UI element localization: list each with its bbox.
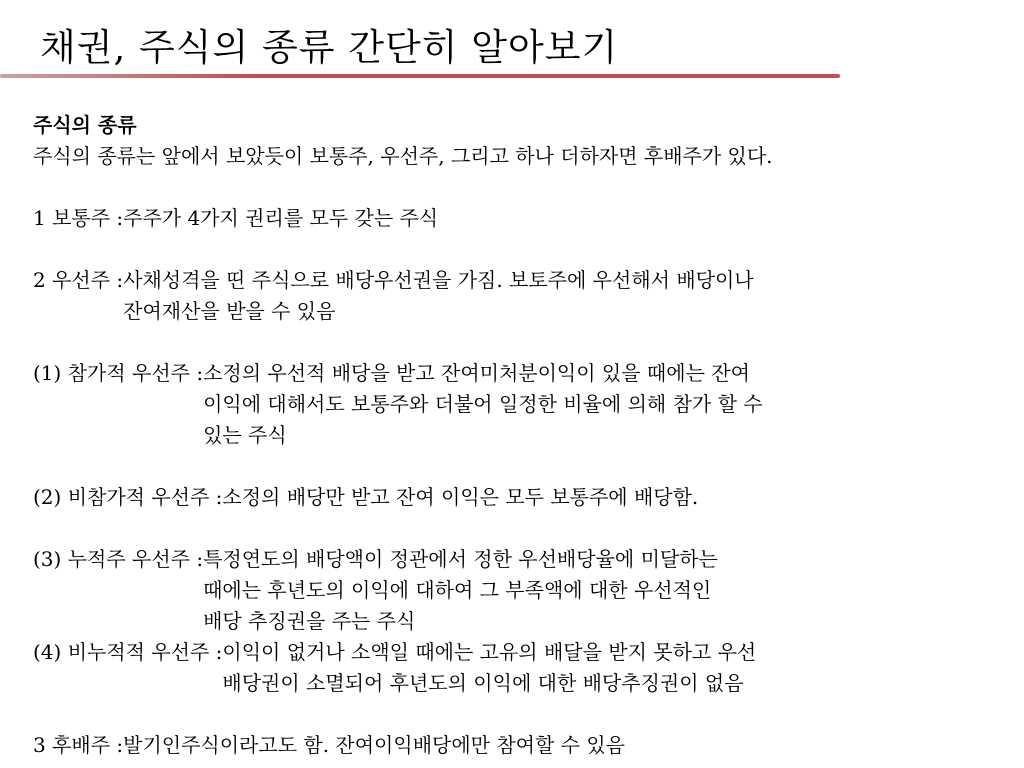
subitem-cumulative [33,544,1018,637]
spacer [33,451,1018,482]
item-deferred-stock [33,730,1018,761]
section-heading: 주식의 종류 [33,113,137,137]
intro-text: 주식의 종류는 앞에서 보았듯이 보통주, 우선주, 그리고 하나 더하자면 후배주가 있다. [33,144,773,168]
subitem-text-line: 소정의 우선적 배당을 받고 잔여미처분이익이 있을 때에는 잔여 [203,361,750,385]
spacer [33,699,1018,730]
spacer [33,234,1018,265]
item-preferred-stock [33,265,1018,327]
subitem-text-line: 배당 추징권을 주는 주식 [203,609,416,633]
subitem-text-line: 배당권이 소멸되어 후년도의 이익에 대한 배당추징권이 없음 [222,671,744,695]
subitem-non-participating [33,482,1018,513]
subitem-non-cumulative [33,637,1018,699]
spacer [33,513,1018,544]
item-text-line: 사채성격을 띤 주식으로 배당우선권을 가짐. 보토주에 우선해서 배당이나 [123,268,754,292]
item-text-line: 주주가 4가지 권리를 모두 갖는 주식 [123,206,439,230]
subitem-label: (2) 비참가적 우선주 : [33,485,223,509]
spacer [33,327,1018,358]
subitem-label: (1) 참가적 우선주 : [33,361,204,385]
item-label: 2 우선주 : [33,268,124,292]
item-text-line: 잔여재산을 받을 수 있음 [123,299,336,323]
subitem-text-line: 이익이 없거나 소액일 때에는 고유의 배달을 받지 못하고 우선 [222,640,757,664]
subitem-label: (3) 누적주 우선주 : [33,547,204,571]
slide-title: 채권, 주식의 종류 간단히 알아보기 [40,26,619,69]
spacer [33,172,1018,203]
slide-content [33,110,1018,761]
item-label: 1 보통주 : [33,206,124,230]
subitem-text-line: 이익에 대해서도 보통주와 더불어 일정한 비율에 의해 참가 할 수 [203,392,763,416]
subitem-text-line: 있는 주식 [203,423,287,447]
item-common-stock [33,203,1018,234]
subitem-label: (4) 비누적적 우선주 : [33,640,223,664]
item-text-line: 발기인주식이라고도 함. 잔여이익배당에만 참여할 수 있음 [123,733,625,757]
subitem-text-line: 소정의 배당만 받고 잔여 이익은 모두 보통주에 배당함. [222,485,699,509]
subitem-participating [33,358,1018,451]
subitem-text-line: 특정연도의 배당액이 정관에서 정한 우선배당율에 미달하는 [203,547,718,571]
title-divider [0,74,840,78]
subitem-text-line: 때에는 후년도의 이익에 대하여 그 부족액에 대한 우선적인 [203,578,712,602]
item-label: 3 후배주 : [33,733,124,757]
